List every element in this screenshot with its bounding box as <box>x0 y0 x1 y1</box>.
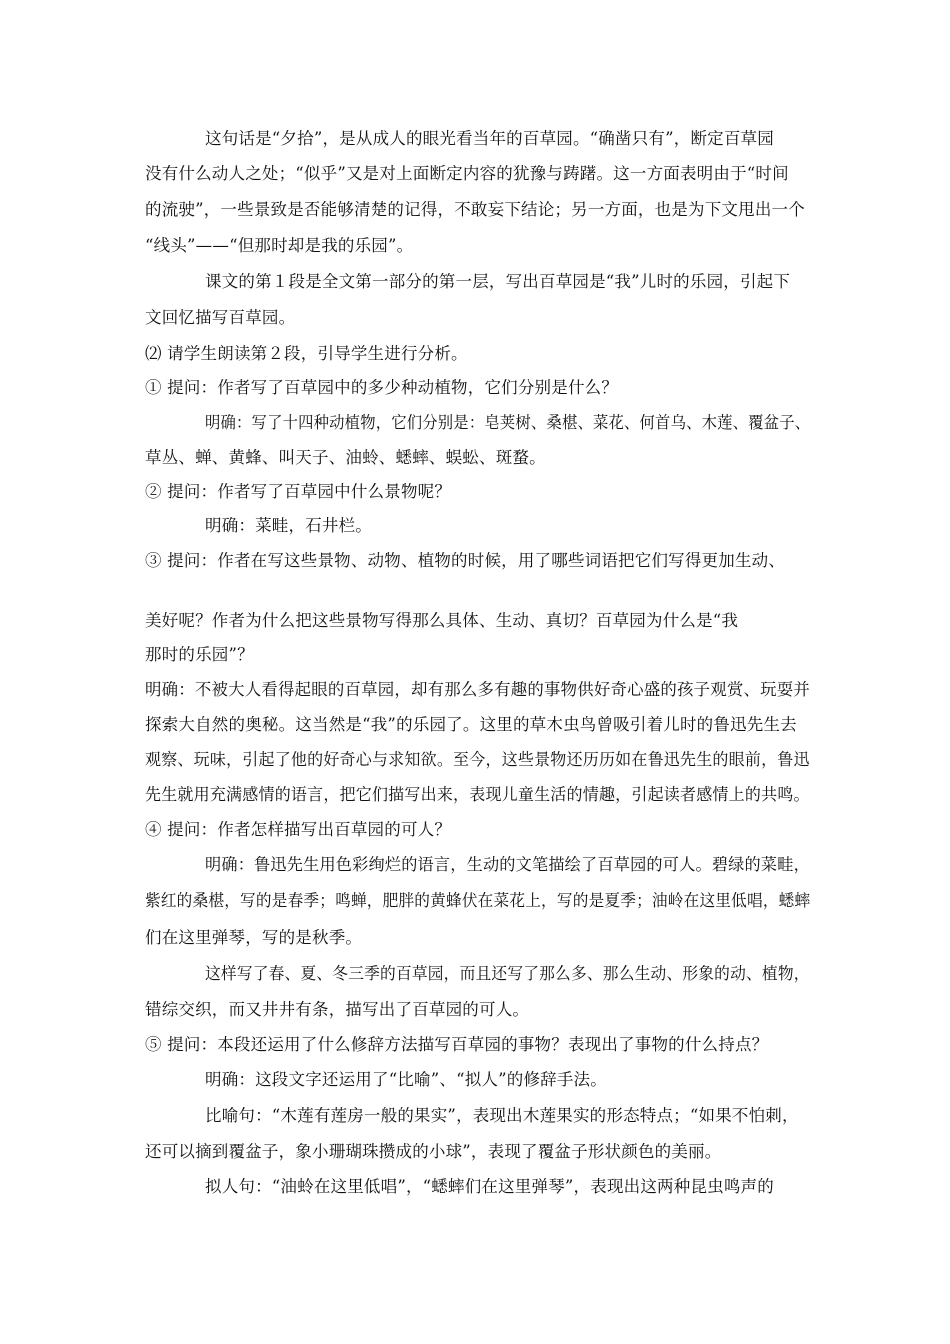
text-line: ② 提问：作者写了百草园中什么景物呢？ <box>145 482 452 501</box>
text-line: ⑵ 请学生朗读第２段，引导学生进行分析。 <box>145 344 468 363</box>
text-line: 明确：不被大人看得起眼的百草园，却有那么多有趣的事物供好奇心盛的孩子观赏、玩耍并 <box>145 680 810 699</box>
text-line: 先生就用充满感情的语言，把它们描写出来，表现儿童生活的情趣，引起读者感情上的共鸣。 <box>145 785 810 804</box>
text-line: 还可以摘到覆盆子，象小珊瑚珠攒成的小球”，表现了覆盆子形状颜色的美丽。 <box>145 1142 722 1161</box>
text-line: ⑤ 提问：本段还运用了什么修辞方法描写百草园的事物？表现出了事物的什么持点？ <box>145 1035 769 1054</box>
text-line: ④ 提问：作者怎样描写出百草园的可人？ <box>145 820 452 839</box>
text-line: 明确：写了十四种动植物，它们分别是：皂荚树、桑椹、菜花、何首乌、木莲、覆盆子、 <box>205 413 811 432</box>
text-line: 们在这里弹琴，写的是秋季。 <box>145 928 363 947</box>
text-line: 探索大自然的奥秘。这当然是“我”的乐园了。这里的草木虫鸟曾吸引着儿时的鲁迅先生去 <box>145 715 797 734</box>
text-line: ③ 提问：作者在写这些景物、动物、植物的时候，用了哪些词语把它们写得更加生动、 <box>145 551 786 570</box>
text-line: 那时的乐园”？ <box>145 645 254 664</box>
text-line: 这句话是“夕拾”，是从成人的眼光看当年的百草园。“确凿只有”，断定百草园 <box>205 129 774 148</box>
text-line: 草丛、蝉、黄蜂、叫天子、油蛉、蟋蟀、蜈蚣、斑蝥。 <box>145 448 546 467</box>
text-line: 拟人句：“油蛉在这里低唱”，“蟋蟀们在这里弹琴”，表现出这两种昆虫鸣声的 <box>205 1177 774 1196</box>
text-line: 明确：菜畦，石井栏。 <box>205 516 372 535</box>
text-line: 明确：这段文字还运用了“比喻”、“拟人”的修辞手法。 <box>205 1070 607 1089</box>
text-line: “线头”——“但那时却是我的乐园”。 <box>145 236 414 255</box>
text-line: 比喻句：“木莲有莲房一般的果实”，表现出木莲果实的形态特点；“如果不怕刺， <box>205 1106 799 1125</box>
text-line: 观察、玩味，引起了他的好奇心与求知欲。至今，这些景物还历历如在鲁迅先生的眼前，鲁迅 <box>145 750 810 769</box>
text-line: 紫红的桑椹，写的是春季；鸣蝉，肥胖的黄蜂伏在菜花上，写的是夏季；油岭在这里低唱，蟋蟀 <box>145 891 811 910</box>
text-line: 明确：鲁迅先生用色彩绚烂的语言，生动的文笔描绘了百草园的可人。碧绿的菜畦， <box>205 855 810 874</box>
text-line: 错综交织，而又井井有条，描写出了百草园的可人。 <box>145 1000 530 1019</box>
text-line: 文回忆描写百草园。 <box>145 308 296 327</box>
text-line: 美好呢？作者为什么把这些景物写得那么具体、生动、真切？百草园为什么是“我 <box>145 611 739 630</box>
text-line: ① 提问：作者写了百草园中的多少种动植物，它们分别是什么？ <box>145 378 619 397</box>
text-line: 课文的第１段是全文第一部分的第一层，写出百草园是“我”儿时的乐园，引起下 <box>205 272 791 291</box>
text-line: 这样写了春、夏、冬三季的百草园，而且还写了那么多、那么生动、形象的动、植物， <box>205 964 810 983</box>
text-line: 的流驶”，一些景致是否能够清楚的记得，不敢妄下结论；另一方面，也是为下文甩出一个 <box>145 200 805 219</box>
text-line: 没有什么动人之处；“似乎”又是对上面断定内容的犹豫与踌躇。这一方面表明由于“时间 <box>145 164 789 183</box>
